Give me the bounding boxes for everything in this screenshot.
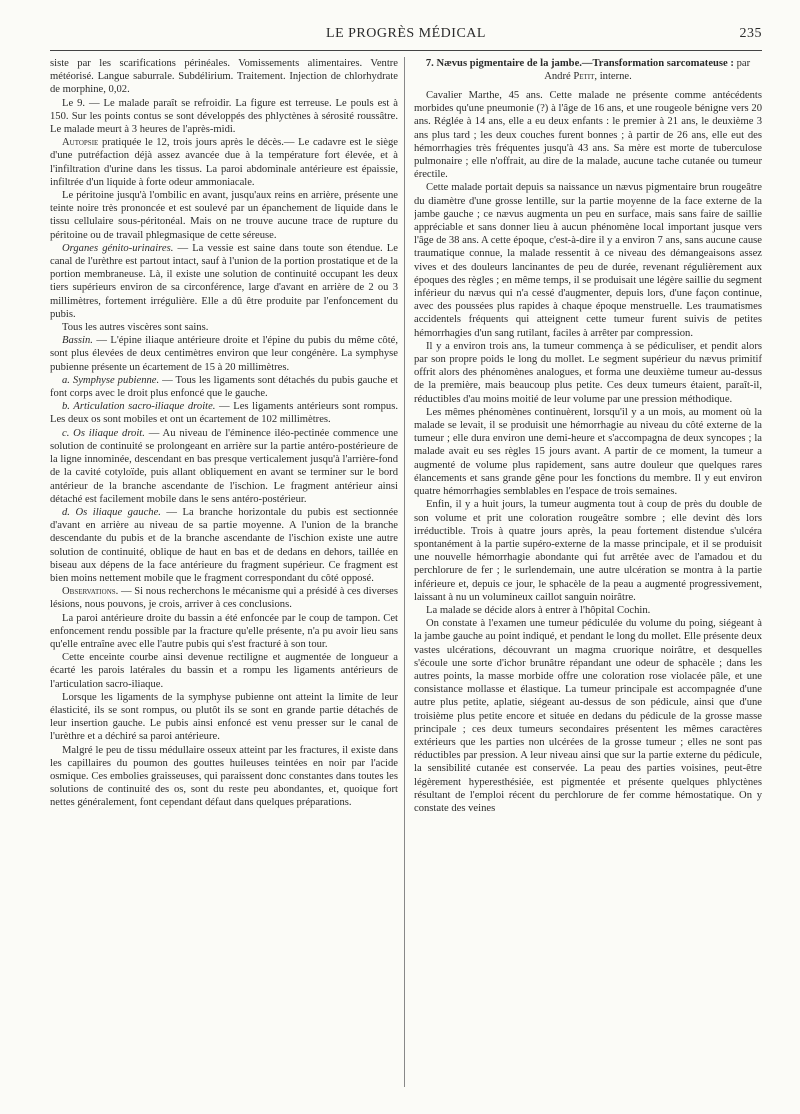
- journal-title: LE PROGRÈS MÉDICAL: [326, 26, 486, 41]
- left-paragraph: [50, 189, 398, 242]
- paragraph-lead: d. Os iliaque gauche.: [62, 506, 161, 518]
- page-number: 235: [739, 26, 762, 41]
- column-divider: [404, 57, 405, 1087]
- article-title: [414, 57, 762, 83]
- left-paragraph: [50, 334, 398, 374]
- left-paragraph: [50, 585, 398, 611]
- paragraph-text: — La vessie est saine dans toute son étendue. Le canal de l'urèthre est partout intact, sauf à l'union de la portion prostatique et de la portion membraneuse. Là, il existe une solution de continuité occupant les deux tiers supérieurs environ de sa circonférence, large d'avant en arrière de 2 ou 3 millimètres, fortement irrégulière. Elle a dû être produite par l'enfoncement du pubis.: [50, 242, 398, 320]
- two-column-body: [50, 57, 762, 1097]
- right-column: [414, 57, 762, 1097]
- paragraph-text: Malgré le peu de tissu médullaire osseux atteint par les fractures, il existe dans les capillaires du poumon des gouttes huileuses teintées en noir par l'acide osmique. Ces embolies graisseuses, qui paraissent donc constantes dans toutes les solutions de continuité des os, sont du reste peu abondantes, et, quoique fort nettes généralement, font cependant défaut dans quelques préparations.: [50, 744, 398, 809]
- paragraph-text: — Si nous recherchons le mécanisme qui a présidé à ces diverses lésions, nous pouvons, je crois, arriver à ces conclusions.: [50, 586, 398, 611]
- paragraph-lead: c. Os iliaque droit.: [62, 427, 145, 439]
- paragraph-lead: Observations.: [62, 586, 119, 598]
- left-paragraph: [50, 242, 398, 321]
- article-author-prefix: par André: [544, 58, 751, 82]
- paragraph-text: — Tous les ligaments sont détachés du pubis gauche et font corps avec le droit plus enfoncé que le gauche.: [50, 374, 398, 400]
- left-paragraph: [50, 57, 398, 97]
- article-author-name: Petit: [573, 71, 595, 82]
- left-paragraph: [50, 136, 398, 189]
- right-paragraph: Cavalier Marthe, 45 ans. Cette malade ne présente comme antécédents morbides qu'une pneumonie (?) à l'âge de 16 ans, et une rougeole bénigne vers 20 ans. Réglée à 14 ans, elle a eu deux enfants : le premier à 21 ans, le deuxième 3 ans plus tard ; les deux couches furent bonnes ; à partir de 26 ans, elle eut des hémorrhagies très fréquentes jusqu'à 43 ans. Sa mère est morte de tuberculose pulmonaire ; elle n'offrait, au dire de la malade, aucune tache cutanée ou tumeur érectile.: [414, 90, 762, 181]
- right-paragraph: Enfin, il y a huit jours, la tumeur augmenta tout à coup de près du double de son volume et prit une coloration rougeâtre sombre ; elle devint dès lors irréductible. Trois à quatre jours après, la peau fortement distendue s'ulcéra spontanément à la partie supéro-externe de la masse principale, et il se produisit une nouvelle hémorrhagie abondante qui fut arrêtée avec de l'amadou et du perchlorure de fer ; le surlendemain, une autre ulcération se montra à la partie inférieure et, depuis ce jour, le sphacèle de la peau a augmenté progressivement, laissant à nu un volumineux caillot sanguin noirâtre.: [414, 499, 762, 603]
- left-paragraph: [50, 612, 398, 652]
- left-paragraph: [50, 400, 398, 426]
- header-rule: [50, 50, 762, 51]
- paragraph-text: Tous les autres viscères sont sains.: [62, 322, 209, 334]
- paragraph-text: pratiquée le 12, trois jours après le décès.— Le cadavre est le siège d'une putréfaction déjà assez avancée due à la température fort élevée, et à l'infiltration d'urine dans les tissus. La paroi abdominale antérieure est épaissie, infiltrée d'un liquide à forte odeur ammoniacale.: [50, 137, 398, 188]
- paragraph-lead: Organes génito-urinaires.: [62, 242, 174, 254]
- paragraph-text: — Au niveau de l'éminence iléo-pectinée commence une solution de continuité se prolongeant en arrière sur la partie antéro-postérieure de la ligne innominée, descendant en bas presque verticalement jusqu'à l'arrière-fond de la cavité cotyloïde, puis allant obliquement en avant se terminer sur le bord antérieur de la branche ascendante de l'ischion. Le fragment antérieur ainsi détaché est facilement mobile dans le sens antéro-postérieur.: [50, 427, 398, 505]
- paragraph-text: — Les ligaments antérieurs sont rompus. Les deux os sont mobiles et ont un écartement de 102 millimètres.: [50, 401, 398, 426]
- paragraph-text: Le 9. — Le malade paraît se refroidir. La figure est terreuse. Le pouls est à 150. Sur les points contus se sont développés des phlyctènes à sérosité roussâtre. Le malade meurt à 3 heures de l'après-midi.: [50, 97, 398, 136]
- right-paragraph: On constate à l'examen une tumeur pédiculée du volume du poing, siégeant à la jambe gauche au point indiqué, et pendant le long du mollet. Elle présente deux vastes ulcérations, découvrant un magma cruorique noirâtre, et desquelles s'écoule une sorte d'ichor brunâtre répandant une odeur de sphacèle ; dans les autres points, la masse morbide offre une coloration rose violacée pâle, et une consistance mollasse et élastique. La tumeur principale est accompagnée d'une autre plus petite, aplatie, siégeant au-dessus de son pédicule, ainsi que d'une troisième plus petite encore et située en dedans du pédicule de la grosse masse principale ; ces deux tumeurs secondaires présentent les mêmes caractères extérieurs que les parties non ulcérées de la grosse tumeur ; elles ne sont pas réductibles par pression. A leur niveau ainsi que sur la partie externe du pédicule, la sensibilité cutanée est conservée. La peau des parties voisines, peut-être légèrement hyperesthésiée, est pigmentée et présente quelques phlyctènes résultant de l'emploi récent du perchlorure de fer comme hémostatique. On y constate des veines: [414, 618, 762, 814]
- right-paragraph: Cette malade portait depuis sa naissance un nævus pigmentaire brun rougeâtre du diamètre d'une grosse lentille, sur la partie moyenne de la face externe de la jambe gauche ; ce nævus augmenta un peu en surface, mais sans faire de saillie appréciable et sans donner lieu à aucun phénomène local important jusque vers l'âge de 38 ans. A cette époque, c'est-à-dire il y a environ 7 ans, sans aucune cause traumatique connue, la malade ressentit à ce niveau des démangeaisons assez vives et des douleurs lancinantes de peu de durée, revenant régulièrement aux époques des règles ; en même temps, il se produisait une légère saillie du segment inférieur du nævus qui n'a cessé d'augmenter, depuis lors, d'une façon continue, avec des poussées plus rapides à chaque époque menstruelle. Les traumatismes accidentels fréquents qui atteignent cette tumeur furent suivis de petites hémorrhagies d'un sang rutilant, faciles à arrêter par compression.: [414, 182, 762, 339]
- paragraph-text: Cette enceinte courbe ainsi devenue rectiligne et augmentée de longueur a écarté les parois latérales du bassin et a rompu les ligaments antérieurs de l'articulation sacro-iliaque.: [50, 652, 398, 690]
- left-column: [50, 57, 398, 1097]
- paragraph-text: siste par les scarifications périnéales. Vomissements alimentaires. Ventre météorisé. Langue saburrale. Subdélirium. Traitement. Injection de chlorhydrate de morphine, 0,02.: [50, 58, 398, 96]
- paragraph-text: La paroi antérieure droite du bassin a été enfoncée par le coup de tampon. Cet enfoncement rendu possible par la fracture qu'elle présente, n'a pu avoir lieu sans qu'elle entraîne avec elle l'autre pubis qui s'est fracturé à son tour.: [50, 612, 398, 650]
- right-paragraph: La malade se décide alors à entrer à l'hôpital Cochin.: [426, 604, 651, 616]
- paragraph-lead: b. Articulation sacro-iliaque droite.: [62, 401, 216, 413]
- paragraph-lead: Bassin.: [62, 335, 93, 347]
- left-paragraph: [50, 427, 398, 506]
- paragraph-text: — L'épine iliaque antérieure droite et l'épine du pubis du même côté, sont plus élevées de deux centimètres environ que leur congénère. La symphyse pubienne présente un écartement de 15 à 20 millimètres.: [50, 335, 398, 373]
- left-paragraph: [50, 97, 398, 137]
- left-paragraph: [50, 506, 398, 585]
- paragraph-text: — La branche horizontale du pubis est sectionnée d'avant en arrière au niveau de sa partie moyenne. A l'union de la branche descendante du pubis et de la branche ascendante de l'ischion existe une autre solution de continuité, oblique de haut en bas et de dedans en dehors, taillée en biseau aux dépens de la face antérieure du fragment supérieur. Ce fragment est bien moins nettement mobile que le fragment correspondant du côté opposé.: [50, 506, 398, 584]
- article-title-text: 7. Nævus pigmentaire de la jambe.—Transformation sarcomateuse :: [425, 58, 734, 69]
- paragraph-text: Le péritoine jusqu'à l'ombilic en avant, jusqu'aux reins en arrière, présente une teinte noire très prononcée et est soulevé par un épanchement de liquide dans le tissu cellulaire sous-péritonéal. Mais on ne trouve aucune trace de rupture du péritoine ou de travail phlegmasique de cette séreuse.: [50, 190, 398, 241]
- left-paragraph: [50, 691, 398, 744]
- left-paragraph: [50, 374, 398, 400]
- right-paragraph: Les mêmes phénomènes continuèrent, lorsqu'il y a un mois, au moment où la malade se levait, il se produisit une hémorrhagie au niveau du côté externe de la tumeur ; elle dura environ une demi-heure et s'accompagna de deux syncopes ; la malade avait eu ses règles 15 jours avant. A partir de ce moment, la tumeur a augmenté de volume plus rapidement, sans autre douleur que quelques rares élancements et sans grande gêne pour les fonctions du membre. Il y eut environ quatre hémorrhagies semblables en l'espace de trois semaines.: [414, 406, 762, 498]
- left-paragraph: [50, 321, 398, 334]
- left-paragraph: [50, 651, 398, 691]
- right-paragraph: Il y a environ trois ans, la tumeur commença à se pédiculiser, et pendit alors par son propre poids le long du mollet. Le segment supérieur du nævus primitif offrit alors des phénomènes analogues, et forma une deuxième tumeur au-dessus de la première, mais beaucoup plus petite. Ces deux tumeurs étaient, paraît-il, réductibles d'au moins moitié de leur volume par une pression méthodique.: [414, 340, 762, 405]
- article-author-suffix: , interne.: [594, 71, 632, 82]
- paragraph-lead: a. Symphyse pubienne.: [62, 374, 160, 386]
- paragraph-lead: Autopsie: [62, 137, 99, 149]
- running-header: [50, 26, 762, 48]
- left-paragraph: [50, 744, 398, 810]
- paragraph-text: Lorsque les ligaments de la symphyse pubienne ont atteint la limite de leur élasticité, ils se sont rompus, ou plutôt ils se sont en grande partie détachés de leur insertion gauche. Le pubis ainsi enfoncé est venu presser sur le canal de l'urèthre et a déchiré sa paroi antérieure.: [50, 691, 398, 743]
